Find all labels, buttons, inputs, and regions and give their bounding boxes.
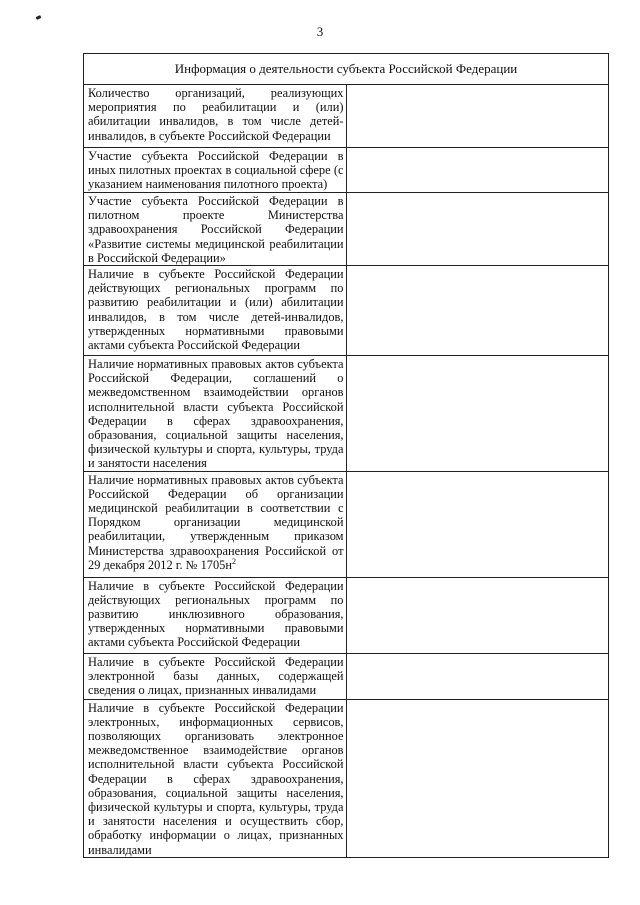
table-row <box>84 653 609 699</box>
row-answer-cell <box>346 193 609 266</box>
row-answer-cell <box>346 148 609 193</box>
table-row <box>84 699 609 857</box>
row-answer-cell <box>346 85 609 148</box>
row-question-organizations-count: Количество организаций, реализующих мероприятия по реабилитации и (или) абилитации инвалидов, в том числе детей-инвалидов, в субъекте Российской Федерации <box>84 85 347 148</box>
page-number: 3 <box>316 24 324 39</box>
row-question-rehabilitation-programs: Наличие в субъекте Российской Федерации действующих региональных программ по развитию реабилитации и (или) абилитации инвалидов, в том числе детей-инвалидов, утвержденных нормативными правовыми актами субъекта Российской Федерации <box>84 266 347 356</box>
row-answer-cell <box>346 471 609 577</box>
row-question-medical-rehabilitation-acts <box>84 471 347 577</box>
table-row <box>84 148 609 193</box>
table-row <box>84 266 609 356</box>
row-question-electronic-database: Наличие в субъекте Российской Федерации электронной базы данных, содержащей сведения о лицах, признанных инвалидами <box>84 653 347 699</box>
row-question-interagency-acts: Наличие нормативных правовых актов субъекта Российской Федерации, соглашений о межведомственном взаимодействии органов исполнительной власти субъекта Российской Федерации в сферах здравоохранения, образования, социальной защиты населения, физической культуры и спорта, культуры, труда и занятости населения <box>84 356 347 472</box>
table-row <box>84 193 609 266</box>
row-answer-cell <box>346 577 609 653</box>
row-question-other-pilot-projects: Участие субъекта Российской Федерации в иных пилотных проектах в социальной сфере (с указанием наименования пилотного проекта) <box>84 148 347 193</box>
table-row <box>84 577 609 653</box>
table-header-row <box>84 54 609 85</box>
table-row <box>84 85 609 148</box>
row-question-electronic-services: Наличие в субъекте Российской Федерации электронных, информационных сервисов, позволяющих организовать электронное межведомственное взаимодействие органов исполнительной власти субъекта Российской Федерации в сферах здравоохранения, образования, социальной защиты населения, физической культуры и спорта, культуры, труда и занятости населения и осуществить сбор, обработку информации о лицах, признанных инвалидами <box>84 699 347 857</box>
row-question-inclusive-education-programs: Наличие в субъекте Российской Федерации действующих региональных программ по развитию инклюзивного образования, утвержденных нормативными правовыми актами субъекта Российской Федерации <box>84 577 347 653</box>
table-row <box>84 471 609 577</box>
row-question-ministry-pilot-project: Участие субъекта Российской Федерации в пилотном проекте Министерства здравоохранения Российской Федерации «Развитие системы медицинской реабилитации в Российской Федерации» <box>84 193 347 266</box>
row-answer-cell <box>346 266 609 356</box>
table-title: Информация о деятельности субъекта Российской Федерации <box>84 54 609 85</box>
scan-speck <box>36 15 42 20</box>
footnote-marker: 2 <box>232 556 237 566</box>
activity-info-table <box>83 53 609 858</box>
row-answer-cell <box>346 653 609 699</box>
row-question-text: Наличие нормативных правовых актов субъекта Российской Федерации об организации медицинской реабилитации в соответствии с Порядком организации медицинской реабилитации, утвержденным приказом Министерства здравоохранения Российской от 29 декабря 2012 г. № 1705н <box>88 472 344 572</box>
row-answer-cell <box>346 356 609 472</box>
row-answer-cell <box>346 699 609 857</box>
table-row <box>84 356 609 472</box>
